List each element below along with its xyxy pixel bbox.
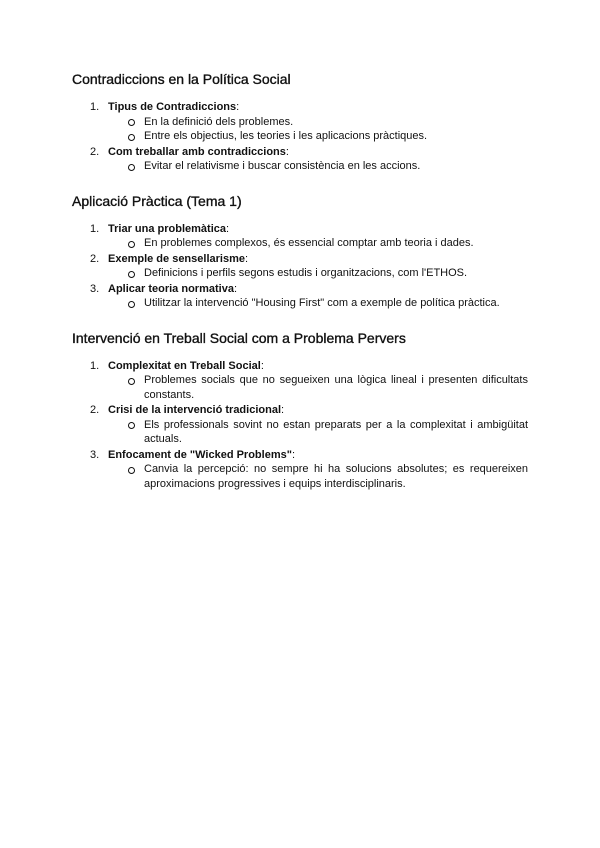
sub-item-text: Els professionals sovint no estan preparats per a la complexitat i ambigüitat actuals. <box>144 418 528 445</box>
item-label: Com treballar amb contradiccions <box>108 145 286 158</box>
item-number: 2. <box>90 404 100 416</box>
item-label: Aplicar teoria normativa <box>108 282 234 295</box>
section-title: Intervenció en Treball Social com a Problema Pervers <box>72 329 406 346</box>
sub-item <box>108 266 528 281</box>
sub-item-text: Canvia la percepció: no sempre hi ha solucions absolutes; es requereixen aproximacions progressives i equips interdisciplinaris. <box>144 463 528 490</box>
section-title: Aplicació Pràctica (Tema 1) <box>72 192 242 209</box>
circle-bullet-icon <box>128 422 135 429</box>
circle-bullet-icon <box>128 271 135 278</box>
item-number: 1. <box>90 222 100 235</box>
sub-item <box>108 373 528 402</box>
circle-bullet-icon <box>128 134 135 141</box>
sub-item <box>108 296 528 311</box>
item-label: Complexitat en Treball Social <box>108 359 261 372</box>
sub-item <box>108 129 528 144</box>
section-politica-social <box>72 70 528 174</box>
sub-item-text: Utilitzar la intervenció "Housing First" com a exemple de política pràctica. <box>144 297 500 309</box>
sub-list <box>108 296 528 311</box>
sub-item-text: En la definició dels problemes. <box>144 115 294 128</box>
list-item: 2. Exemple de sensellarisme: Definicions i perfils segons estudis i organitzacions, com l'ETHOS. <box>72 252 528 281</box>
item-label: Exemple de sensellarisme <box>108 252 245 265</box>
sub-item-text: Problemes socials que no segueixen una lògica lineal i presenten dificultats constants. <box>144 374 528 401</box>
circle-bullet-icon <box>128 164 135 171</box>
sub-item-text: Evitar el relativisme i buscar consistència en les accions. <box>144 160 421 172</box>
sub-list <box>108 266 528 281</box>
item-label: Triar una problemàtica <box>108 222 226 235</box>
sub-item <box>108 115 528 130</box>
circle-bullet-icon <box>128 301 135 308</box>
document-content <box>72 70 528 491</box>
circle-bullet-icon <box>128 378 135 385</box>
section-problema-pervers <box>72 329 528 492</box>
section-aplicacio-practica <box>72 192 528 311</box>
circle-bullet-icon <box>128 241 135 248</box>
list-item: 2. Com treballar amb contradiccions: Evitar el relativisme i buscar consistència en les accions. <box>72 145 528 174</box>
item-number: 2. <box>90 252 100 265</box>
sub-list <box>108 418 528 447</box>
list-item: 1. Complexitat en Treball Social: Problemes socials que no segueixen una lògica lineal i presenten dificultats constants. <box>90 359 528 401</box>
sub-item <box>108 236 528 251</box>
item-number: 3. <box>90 448 100 461</box>
item-number: 1. <box>90 101 100 113</box>
item-label: Tipus de Contradiccions <box>108 101 237 113</box>
circle-bullet-icon <box>128 467 135 474</box>
numbered-list <box>72 222 528 311</box>
sub-item <box>108 462 528 491</box>
list-item: 1. Triar una problemàtica: En problemes complexos, és essencial comptar amb teoria i dades. <box>72 222 528 251</box>
sub-list <box>108 236 528 251</box>
numbered-list <box>72 100 528 174</box>
list-item: 3. Aplicar teoria normativa: Utilitzar la intervenció "Housing First" com a exemple de política pràctica. <box>72 282 528 311</box>
sub-list <box>108 159 528 174</box>
sub-item-text: Entre els objectius, les teories i les aplicacions pràctiques. <box>144 130 428 142</box>
item-label: Crisi de la intervenció tradicional <box>108 404 281 416</box>
list-item: 3. Enfocament de "Wicked Problems": Canvia la percepció: no sempre hi ha solucions absolutes; es requereixen aproximacions progressives i equips interdisciplinaris. <box>90 448 528 490</box>
sub-list <box>108 115 528 144</box>
numbered-list <box>72 359 528 492</box>
sub-item <box>108 159 528 174</box>
item-number: 1. <box>90 359 100 372</box>
sub-item <box>108 418 528 447</box>
list-item: 1. Tipus de Contradiccions: En la definició dels problemes. Entre els objectius, les teories i les aplicacions pràctiques. <box>72 100 528 144</box>
sub-list <box>108 373 528 402</box>
item-number: 2. <box>90 145 100 158</box>
list-item: 2. Crisi de la intervenció tradicional: Els professionals sovint no estan preparats per a la complexitat i ambigüitat actuals. <box>90 404 528 445</box>
sub-item-text: Definicions i perfils segons estudis i organitzacions, com l'ETHOS. <box>144 267 468 279</box>
sub-list <box>108 462 528 491</box>
item-number: 3. <box>90 282 100 295</box>
item-label: Enfocament de "Wicked Problems" <box>108 448 292 461</box>
section-title: Contradiccions en la Política Social <box>72 71 291 87</box>
circle-bullet-icon <box>128 119 135 126</box>
sub-item-text: En problemes complexos, és essencial comptar amb teoria i dades. <box>144 237 474 249</box>
